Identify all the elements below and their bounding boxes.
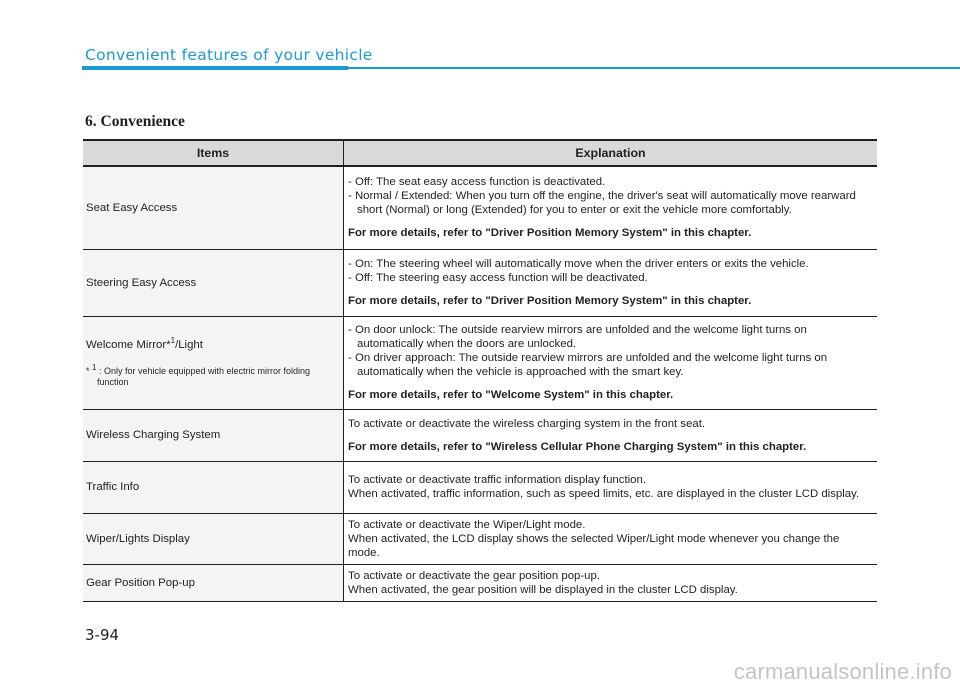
explanation-line: - On: The steering wheel will automatically move when the driver enters or exits the vehicle. (348, 258, 809, 270)
item-cell (83, 513, 344, 564)
reference-note: For more details, refer to "Driver Position Memory System" in this chapter. (348, 295, 752, 307)
explanation-line: - Normal / Extended: When you turn off the engine, the driver's seat will automatically move rearward short (Normal) or long (Extended) for you to enter or exit the vehicle more comfortably. (348, 190, 856, 217)
explanation-cell (344, 166, 878, 249)
convenience-table (83, 139, 877, 602)
table-row (83, 513, 877, 564)
item-label: Steering Easy Access (86, 276, 197, 289)
table-header-row (83, 140, 877, 166)
chapter-title: Convenient features of your vehicle (85, 46, 373, 64)
section-title: 6. Convenience (85, 113, 185, 130)
table-row (83, 409, 877, 461)
explanation-text: To activate or deactivate the gear position pop-up. When activated, the gear position will be displayed in the cluster LCD display. (348, 569, 738, 596)
reference-note: For more details, refer to "Welcome System" in this chapter. (348, 389, 674, 401)
reference-note: For more details, refer to "Driver Position Memory System" in this chapter. (348, 227, 752, 240)
item-label: Traffic Info (86, 481, 140, 493)
item-label: Gear Position Pop-up (86, 576, 195, 589)
explanation-cell (344, 564, 878, 601)
explanation-text: To activate or deactivate the wireless charging system in the front seat. (348, 417, 706, 430)
item-label: Wireless Charging System (86, 429, 221, 441)
explanation-cell (344, 409, 878, 461)
explanation-text: To activate or deactivate the Wiper/Light mode. When activated, the LCD display shows the selected Wiper/Light mode whenever you change the mode. (348, 518, 840, 559)
table-row (83, 316, 877, 409)
explanation-cell (344, 513, 878, 564)
page-number: 3-94 (85, 626, 120, 644)
table-row (83, 249, 877, 316)
item-label: Welcome Mirror*$^1$/Light (86, 335, 203, 351)
item-label: Seat Easy Access (86, 201, 178, 214)
explanation-cell (344, 316, 878, 409)
item-label: Wiper/Lights Display (86, 532, 190, 545)
item-footnote: * $^1$ : Only for vehicle equipped with electric mirror folding function (86, 362, 311, 387)
table-row (83, 166, 877, 249)
explanation-line: - On door unlock: The outside rearview mirrors are unfolded and the welcome light turns on automatically when the doors are unlocked. (348, 324, 807, 350)
explanation-cell (344, 249, 878, 316)
item-cell (83, 461, 344, 513)
explanation-line: - Off: The seat easy access function is deactivated. (348, 176, 606, 189)
item-cell (83, 316, 344, 409)
explanation-line: - On driver approach: The outside rearview mirrors are unfolded and the welcome light turns on automatically when the vehicle is approached with the smart key. (348, 352, 828, 378)
table-row (83, 461, 877, 513)
explanation-line: - Off: The steering easy access function will be deactivated. (348, 272, 648, 284)
item-cell (83, 166, 344, 249)
column-header-items: Items (83, 140, 344, 166)
chapter-rule-accent (82, 66, 348, 70)
column-header-explanation: Explanation (344, 140, 878, 166)
watermark: carmanualsonline.info (733, 659, 952, 684)
explanation-text: To activate or deactivate traffic information display function. When activated, traffic information, such as speed limits, etc. are displayed in the cluster LCD display. (348, 474, 860, 500)
table-row (83, 564, 877, 601)
item-cell (83, 249, 344, 316)
reference-note: For more details, refer to "Wireless Cellular Phone Charging System" in this chapter. (348, 440, 807, 453)
explanation-cell (344, 461, 878, 513)
item-cell (83, 409, 344, 461)
item-cell (83, 564, 344, 601)
